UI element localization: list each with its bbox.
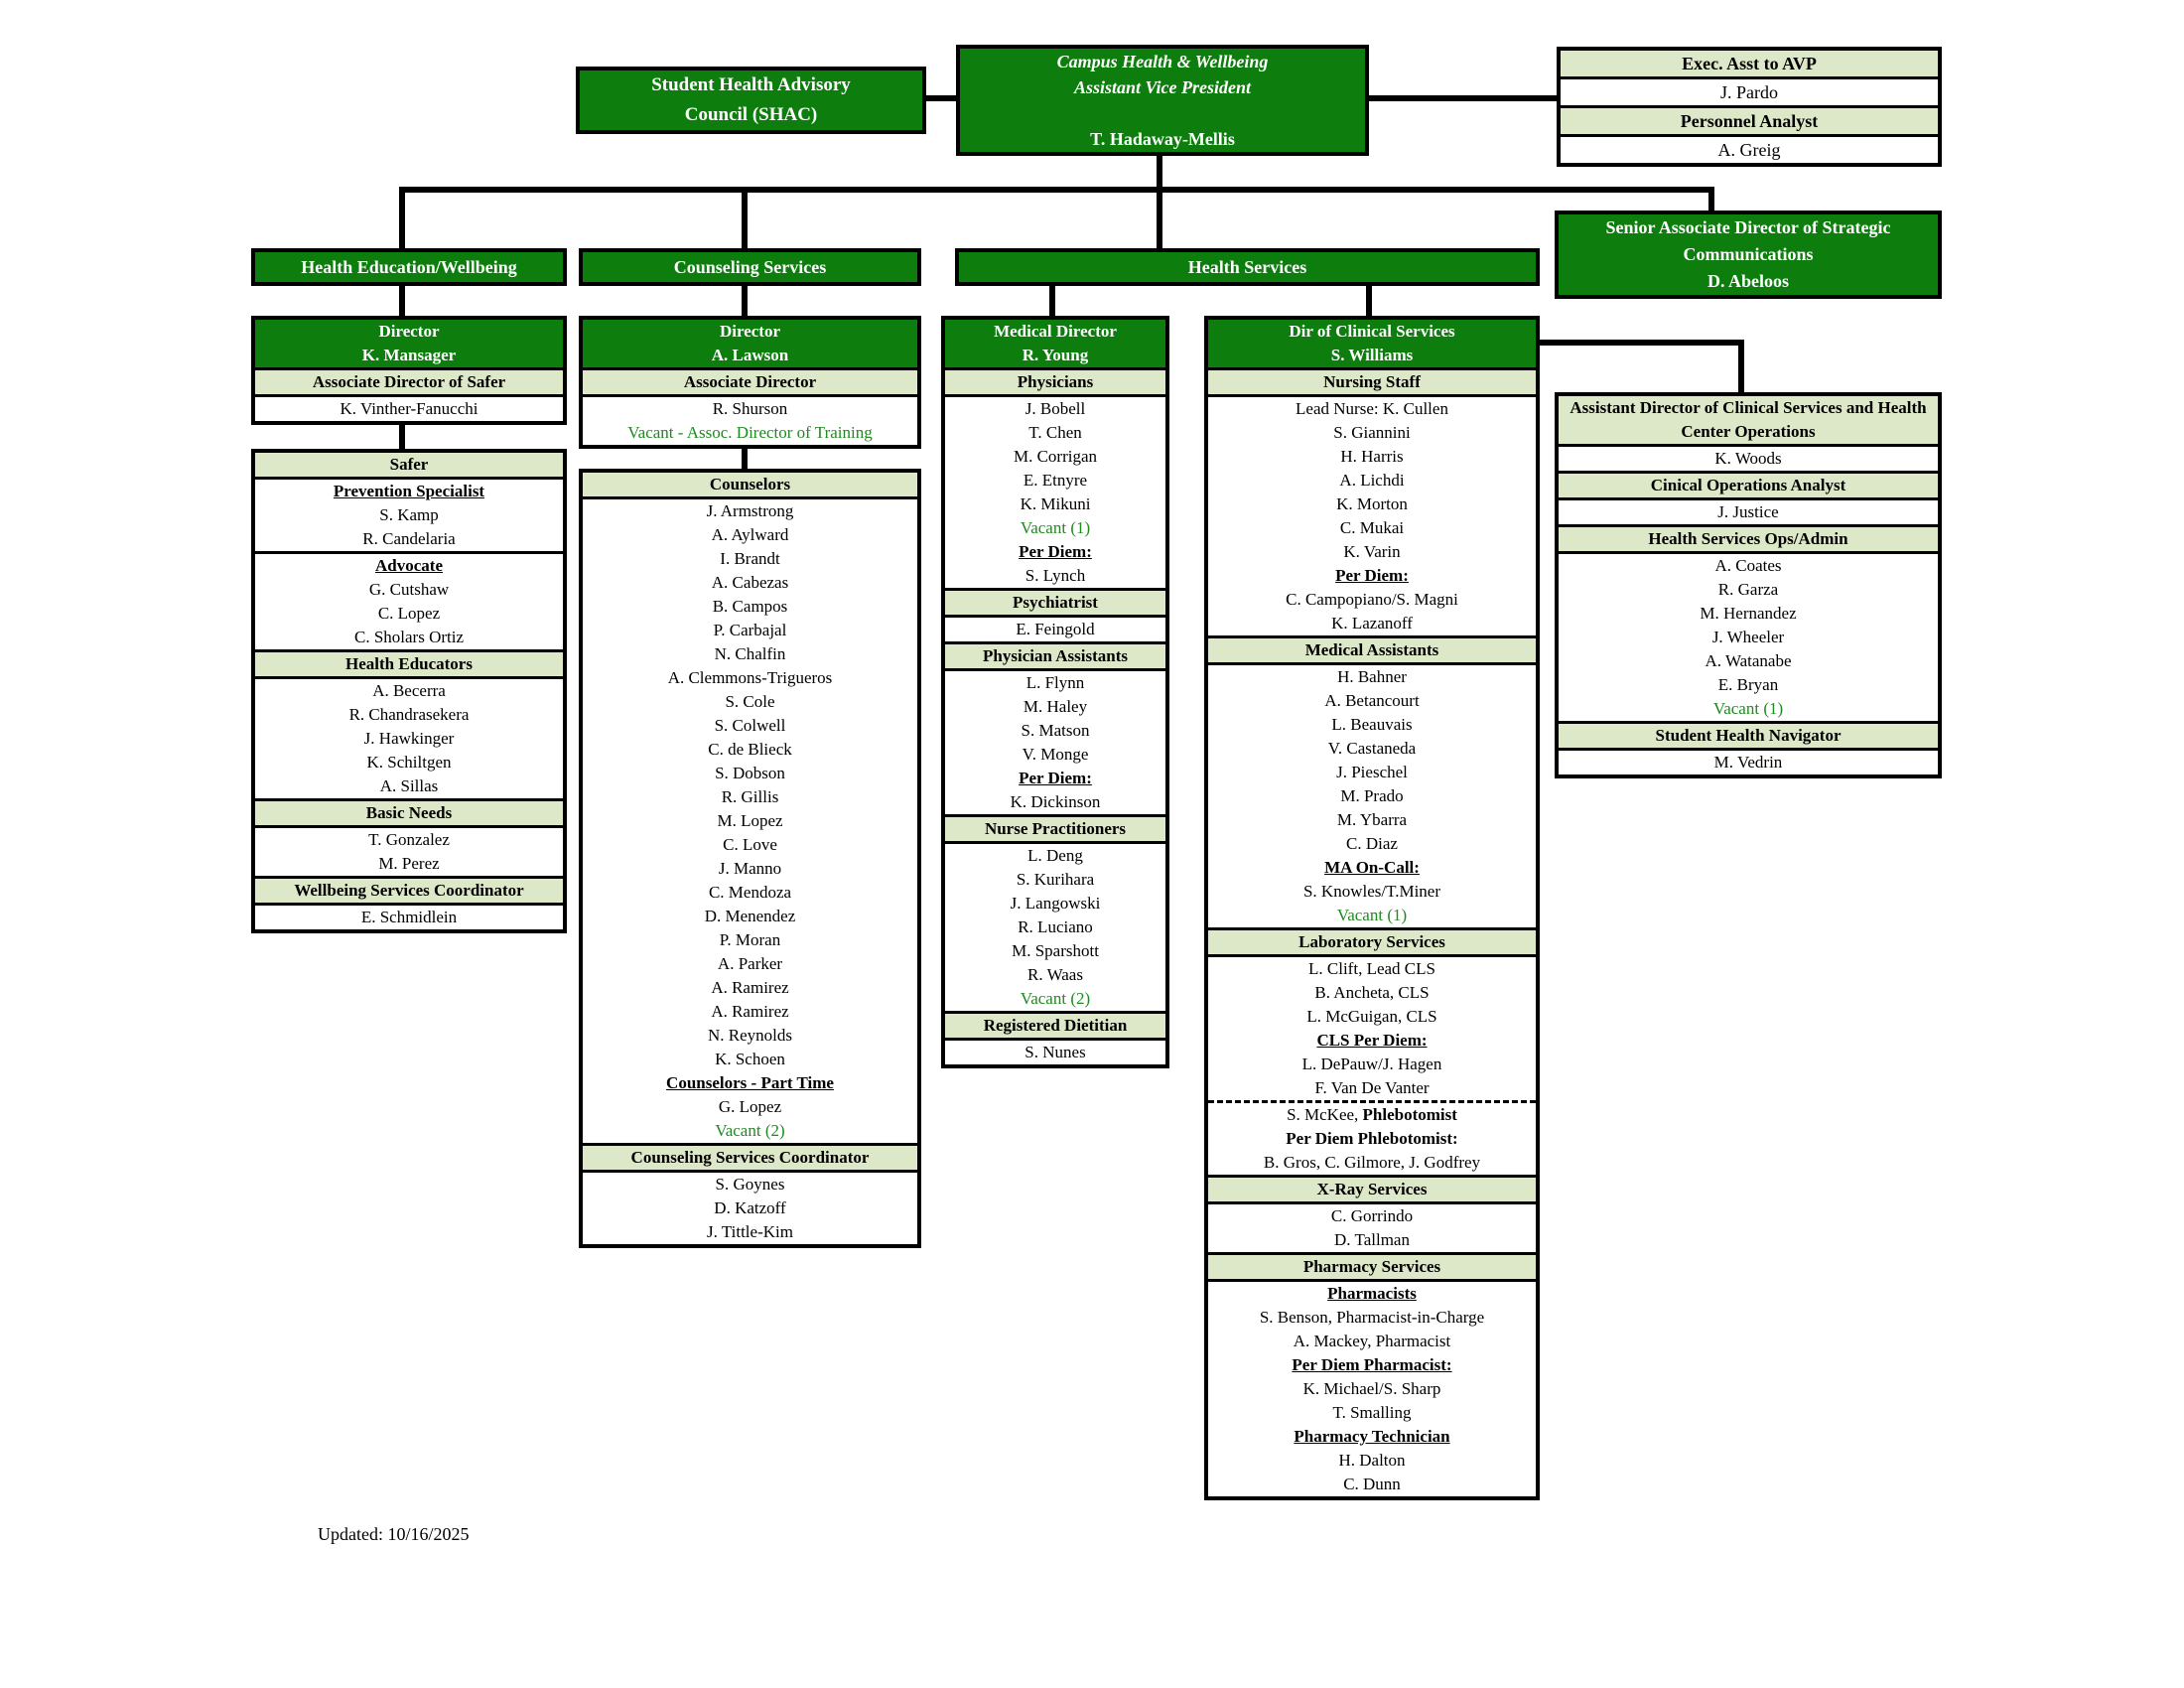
row: R. Waas [1027,965,1083,984]
row: J. Bobell [1024,399,1086,418]
updated-date-label: Updated: 10/16/2025 [318,1524,470,1544]
clinical-services-column [1204,316,1540,1500]
row: Health Educators [255,649,563,679]
row: S. Kamp [379,505,439,524]
row: Medical Director [945,320,1165,344]
row: S. Lynch [1024,566,1086,585]
row: Wellbeing Services Coordinator [255,876,563,906]
row: J. Hawkinger [363,729,455,748]
row: Nursing Staff [1208,367,1536,397]
row: A. Becerra [372,681,446,700]
row: C. Sholars Ortiz [353,628,465,646]
row: G. Cutshaw [368,580,450,599]
row: A. Parker [717,954,783,973]
row: Associate Director of Safer [255,367,563,397]
avp-box [956,45,1369,156]
row: Nurse Practitioners [945,814,1165,844]
row: K. Vinther-Fanucchi [340,399,478,418]
row: A. Coates [1714,556,1782,575]
row: Council (SHAC) [580,100,922,130]
row: P. Moran [719,930,781,949]
row: K. Morton [1336,494,1408,513]
row: S. Cole [725,692,775,711]
row: Vacant (1) [1336,906,1408,924]
row: B. Ancheta, CLS [1314,983,1430,1002]
connector-trunk [399,187,1714,193]
row: J. Pardo [1720,82,1778,102]
row: Campus Health & Wellbeing [960,49,1365,74]
row: A. Greig [1717,140,1781,160]
row: C. Campopiano/S. Magni [1286,590,1458,609]
row: K. Michael/S. Sharp [1302,1379,1441,1398]
row: Director [583,320,917,344]
row: E. Schmidlein [360,908,458,926]
row: E. Bryan [1717,675,1779,694]
row: H. Dalton [1338,1451,1406,1470]
row: R. Luciano [1018,917,1093,936]
row: B. Campos [712,597,788,616]
row: MA On-Call: [1324,858,1420,877]
row: N. Chalfin [714,644,786,663]
row: Safer [255,453,563,480]
row: C. Love [723,835,777,854]
row: Communications [1559,241,1938,268]
row: A. Clemmons-Trigueros [667,668,833,687]
row: H. Bahner [1337,667,1407,686]
row: J. Manno [718,859,782,878]
row: Vacant - Assoc. Director of Training [627,423,873,442]
row: B. Gros, C. Gilmore, J. Godfrey [1263,1153,1481,1172]
row: Assistant Vice President [960,74,1365,100]
connector-drop-senior [1708,187,1714,211]
row: K. Woods [1714,449,1782,468]
row: Per Diem: [1335,566,1409,585]
row: I. Brandt [720,549,780,568]
connector-health-ed-bar-director [399,286,405,316]
row: H. Harris [1340,447,1404,466]
row: P. Carbajal [713,621,787,639]
row: K. Dickinson [1010,792,1101,811]
row: T. Hadaway-Mellis [960,126,1365,152]
row: J. Pieschel [1336,763,1408,781]
row: Laboratory Services [1208,927,1536,957]
row: A. Sillas [379,776,439,795]
row: C. Mukai [1339,518,1405,537]
row: Health Education/Wellbeing [255,252,563,282]
row: E. Etnyre [1023,471,1088,490]
row: M. Haley [1023,697,1088,716]
health-services-bar [955,248,1540,286]
row: Medical Assistants [1208,635,1536,665]
row: Assistant Director of Clinical Services and Health Center Operations [1559,396,1938,447]
row: A. Lawson [583,344,917,367]
row: Pharmacy Services [1208,1252,1536,1282]
row: T. Chen [1028,423,1082,442]
row: T. Smalling [1332,1403,1412,1422]
row: Per Diem Phlebotomist: [1286,1129,1458,1148]
row: C. Gorrindo [1330,1206,1414,1225]
row: L. Clift, Lead CLS [1308,959,1435,978]
connector-hs-bar-medical [1049,286,1055,316]
row: L. McGuigan, CLS [1306,1007,1437,1026]
row: S. Dobson [715,764,785,782]
row: S. Colwell [714,716,786,735]
row: J. Wheeler [1711,628,1785,646]
row: Prevention Specialist [333,482,485,500]
row: Health Services Ops/Admin [1559,524,1938,554]
row: M. Vedrin [1713,753,1783,772]
row: K. Mikuni [1020,494,1091,513]
row: Psychiatrist [945,588,1165,618]
connector-drop-health-ed [399,187,405,248]
row: M. Ybarra [1336,810,1408,829]
row: Advocate [255,551,563,578]
row: D. Katzoff [714,1198,786,1217]
row: J. Langowski [1010,894,1101,913]
row: Director [255,320,563,344]
shac-box [576,67,926,134]
row: M. Prado [1340,786,1404,805]
connector-williams-assistant [1738,340,1744,392]
row: J. Tittle-Kim [707,1222,793,1241]
row: Per Diem: [1019,769,1092,787]
row: S. Knowles/T.Miner [1302,882,1441,901]
row: L. Flynn [1025,673,1085,692]
row: F. Van De Vanter [1314,1078,1430,1097]
row: Basic Needs [255,798,563,828]
connector-director-counselors-dashed [742,449,748,469]
row: V. Monge [1022,745,1089,764]
exec-asst-box [1557,47,1942,167]
row: S. Benson, Pharmacist-in-Charge [1259,1308,1485,1327]
row: S. Matson [1021,721,1090,740]
senior-associate-director-communications-box [1555,211,1942,299]
row: C. Diaz [1346,834,1398,853]
row: Dir of Clinical Services [1208,320,1536,344]
row: A. Lichdi [1339,471,1405,490]
row: Student Health Navigator [1559,721,1938,751]
row: R. Gillis [721,787,779,806]
row: Exec. Asst to AVP [1561,51,1938,79]
row: X-Ray Services [1208,1175,1536,1204]
row: S. McKee, Phlebotomist [1208,1100,1536,1127]
row: Registered Dietitian [945,1011,1165,1041]
row: Counseling Services Coordinator [583,1143,917,1173]
row: C. de Blieck [708,740,792,759]
row: C. Dunn [1343,1475,1401,1493]
row: R. Garza [1717,580,1779,599]
row: A. Ramirez [711,978,789,997]
row: Student Health Advisory [580,70,922,100]
row: R. Chandrasekera [348,705,470,724]
row: R. Candelaria [362,529,456,548]
row: N. Reynolds [708,1026,792,1045]
connector-williams-right [1537,340,1744,346]
row: Counselors - Part Time [666,1073,834,1092]
row: K. Schiltgen [366,753,452,772]
row: Associate Director [583,367,917,397]
connector-avp-exec [1369,95,1557,101]
row: Vacant (1) [1712,699,1784,718]
row: Pharmacy Technician [1294,1427,1450,1446]
row: A. Mackey, Pharmacist [1293,1332,1451,1350]
row: J. Justice [1717,502,1779,521]
row: Personnel Analyst [1561,105,1938,137]
row: Vacant (2) [1020,989,1091,1008]
row: K. Mansager [255,344,563,367]
row: Senior Associate Director of Strategic [1559,214,1938,241]
connector-avp-down [1157,156,1162,248]
row: D. Abeloos [1559,268,1938,295]
row: D. Menendez [704,907,796,925]
row: R. Young [945,344,1165,367]
health-education-director-box [251,316,567,425]
row: Lead Nurse: K. Cullen [1296,399,1448,418]
connector-hs-bar-clinical [1366,286,1372,316]
row: Cinical Operations Analyst [1559,471,1938,500]
row: L. DePauw/J. Hagen [1301,1055,1442,1073]
connector-drop-counseling [742,187,748,248]
row: Physician Assistants [945,641,1165,671]
row: C. Mendoza [708,883,792,902]
row: S. Williams [1208,344,1536,367]
row: T. Gonzalez [368,830,450,849]
row: K. Lazanoff [1331,614,1413,633]
row: A. Cabezas [711,573,789,592]
row: R. Shurson [712,399,788,418]
row: V. Castaneda [1327,739,1417,758]
row: M. Sparshott [1012,941,1099,960]
connector-director-safer [399,425,405,449]
row: Per Diem: [1019,542,1092,561]
row: Pharmacists [1327,1284,1417,1303]
row: K. Varin [1343,542,1401,561]
row: M. Lopez [717,811,783,830]
connector-counseling-bar-director [742,286,748,316]
row: Health Services [959,252,1536,282]
row: K. Schoen [715,1050,785,1068]
row: S. Goynes [715,1175,785,1194]
counseling-director-box [579,316,921,449]
row: S. Nunes [1024,1043,1086,1061]
row: E. Feingold [1016,620,1095,638]
row: Vacant (1) [1020,518,1091,537]
row: CLS Per Diem: [1316,1031,1428,1050]
counselors-box [579,469,921,1248]
row: A. Watanabe [1705,651,1792,670]
row: J. Armstrong [706,501,794,520]
row: A. Betancourt [1324,691,1420,710]
row: L. Deng [1027,846,1083,865]
row: G. Lopez [718,1097,782,1116]
assistant-director-clinical-operations-column [1555,392,1942,778]
row: A. Aylward [711,525,789,544]
row: Counselors [583,473,917,499]
row: S. Giannini [1333,423,1411,442]
connector-shac-avp [926,95,956,101]
row: Per Diem Pharmacist: [1292,1355,1452,1374]
safer-box [251,449,567,933]
row: D. Tallman [1334,1230,1410,1249]
row: L. Beauvais [1331,715,1413,734]
row: Physicians [945,367,1165,397]
counseling-services-bar [579,248,921,286]
row [960,100,1365,126]
row: A. Ramirez [711,1002,789,1021]
health-education-wellbeing-bar [251,248,567,286]
row: M. Perez [378,854,440,873]
medical-director-column [941,316,1169,1068]
row: Vacant (2) [715,1121,785,1140]
row: Counseling Services [583,252,917,282]
row: C. Lopez [377,604,441,623]
row: S. Kurihara [1016,870,1095,889]
row: M. Hernandez [1700,604,1797,623]
row: M. Corrigan [1013,447,1098,466]
